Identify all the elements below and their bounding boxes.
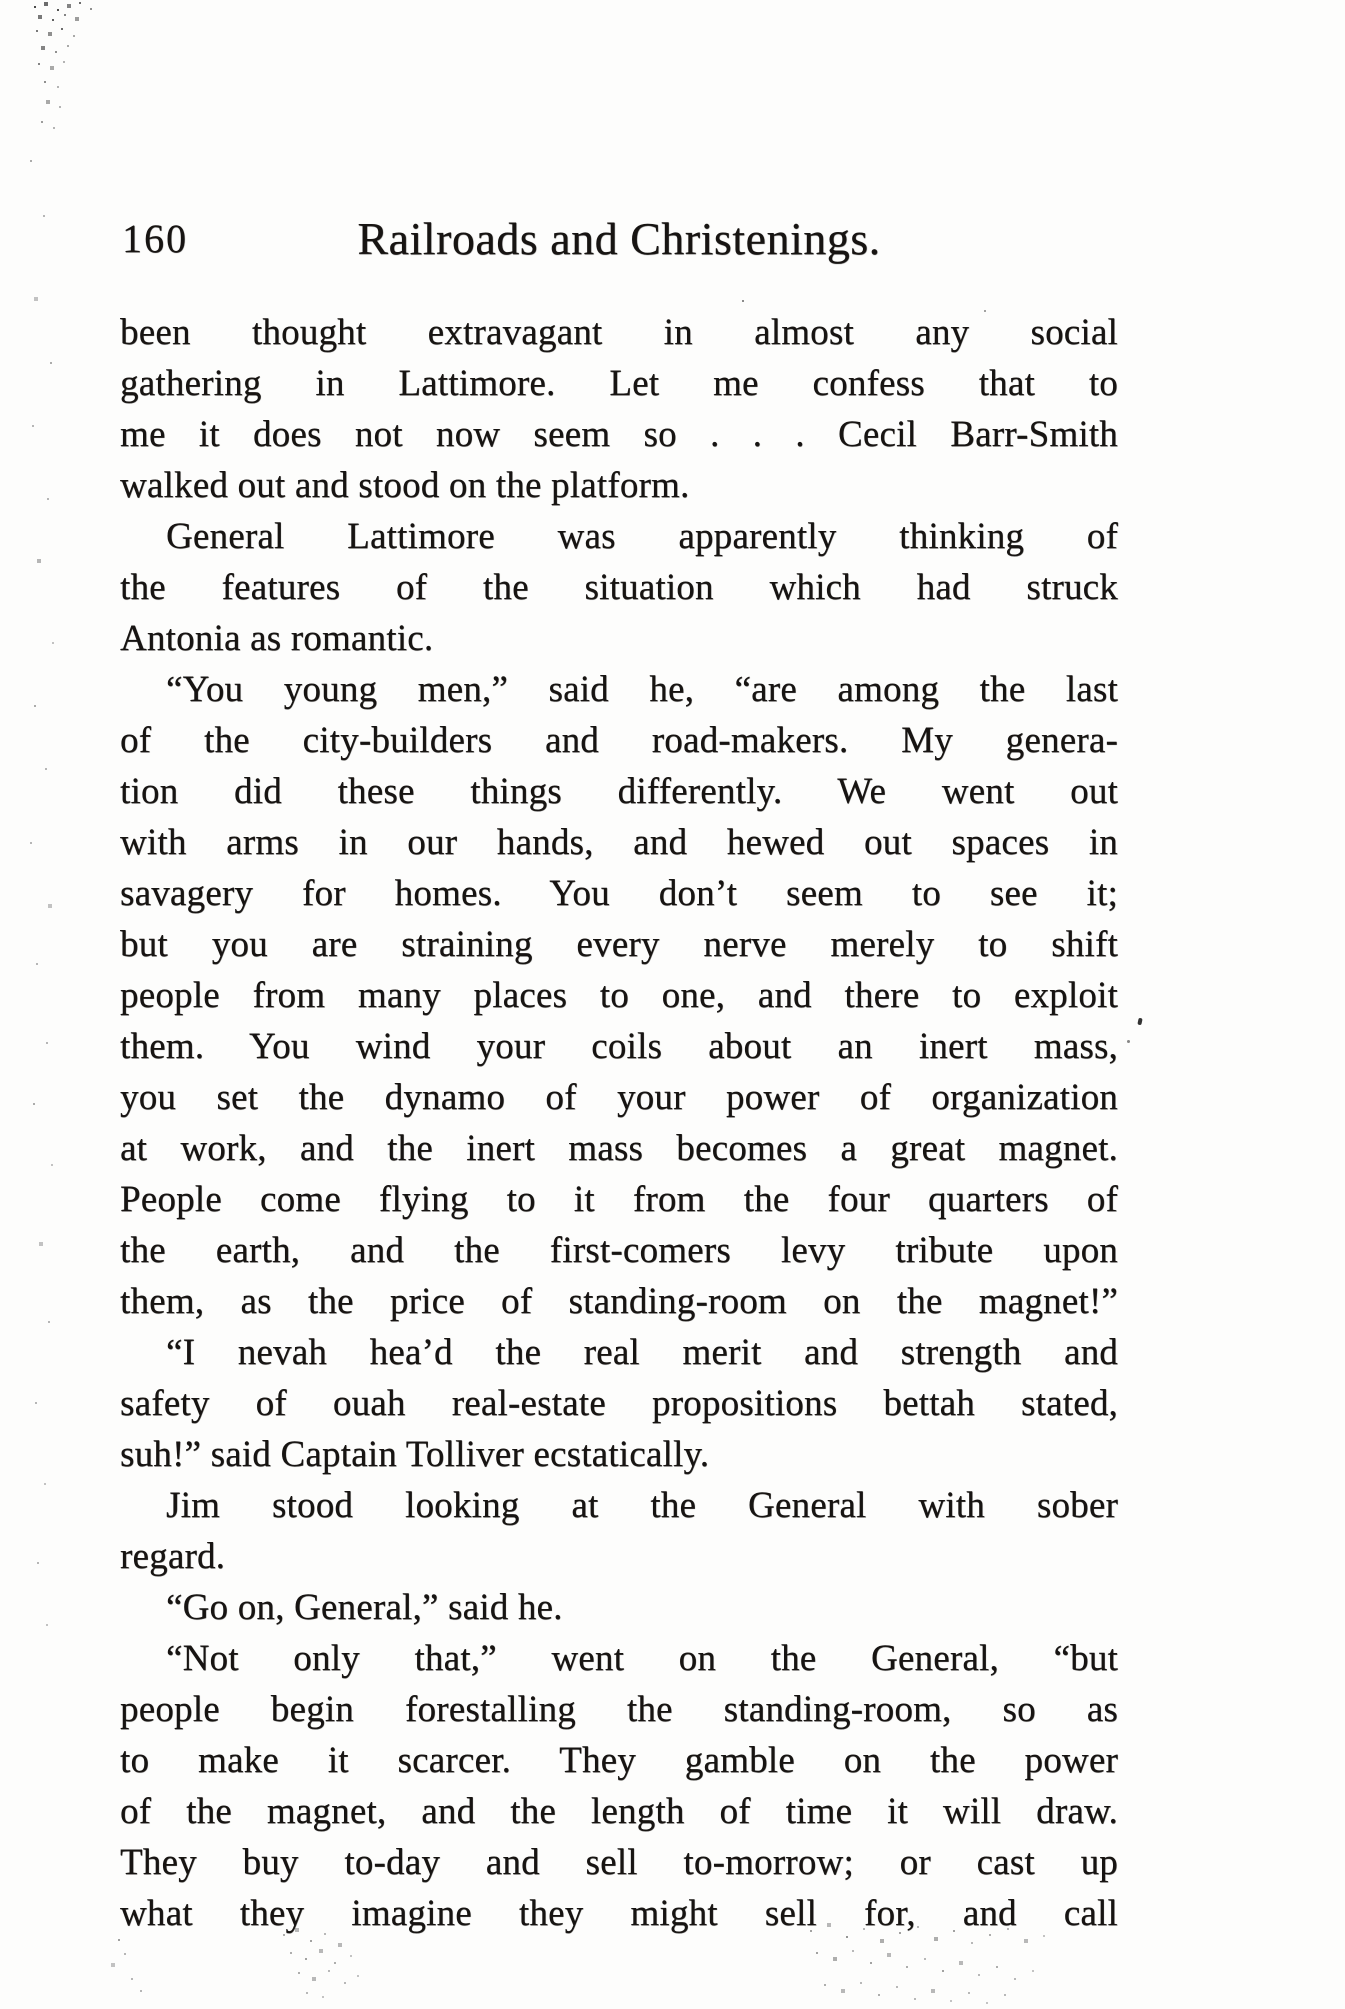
body-text (120, 307, 1118, 1939)
text-line: “Go on, General,” said he. (166, 1587, 563, 1628)
text-line: the features of the situation which had struck (120, 567, 1118, 608)
text-line: “You young men,” said he, “are among the last (166, 669, 1118, 710)
running-head-title: Railroads and Christenings. (357, 213, 881, 264)
text-line: Antonia as romantic. (120, 618, 434, 659)
scan-noise-left-margin (0, 0, 2, 2)
text-line: tion did these things differently. We went out (120, 771, 1118, 812)
text-line: walked out and stood on the platform. (120, 465, 690, 506)
text-line: General Lattimore was apparently thinking of (166, 516, 1118, 557)
scan-stray-mark (1137, 1018, 1142, 1026)
text-line: People come flying to it from the four quarters of (120, 1179, 1118, 1220)
text-line: but you are straining every nerve merely to shift (120, 924, 1118, 965)
scan-noise-topleft (0, 0, 2, 2)
text-line: to make it scarcer. They gamble on the power (120, 1740, 1118, 1781)
text-line: gathering in Lattimore. Let me confess that to (120, 363, 1118, 404)
text-line: them, as the price of standing-room on the magnet!” (120, 1281, 1118, 1322)
text-line: them. You wind your coils about an inert mass, (120, 1026, 1118, 1067)
text-line: “I nevah hea’d the real merit and strength and (166, 1332, 1118, 1373)
text-line: what they imagine they might sell for, and call (120, 1893, 1118, 1934)
text-line: with arms in our hands, and hewed out spaces in (120, 822, 1118, 863)
text-line: been thought extravagant in almost any social (120, 312, 1118, 353)
text-line: me it does not now seem so . . . Cecil Barr-Smith (120, 414, 1118, 455)
text-line: regard. (120, 1536, 226, 1577)
text-line: They buy to-day and sell to-morrow; or cast up (120, 1842, 1118, 1883)
scan-noise-bottom-left (0, 0, 2, 2)
text-line: of the city-builders and road-makers. My genera- (120, 720, 1118, 761)
text-line: savagery for homes. You don’t seem to see it; (120, 873, 1118, 914)
text-line: of the magnet, and the length of time it will draw. (120, 1791, 1118, 1832)
text-line: Jim stood looking at the General with sober (166, 1485, 1118, 1526)
text-line: at work, and the inert mass becomes a great magnet. (120, 1128, 1118, 1169)
text-line: safety of ouah real-estate propositions bettah stated, (120, 1383, 1118, 1424)
scan-stray-dot (1127, 1040, 1130, 1043)
page-number: 160 (122, 216, 188, 261)
text-line: people from many places to one, and there to exploit (120, 975, 1118, 1016)
running-head (120, 206, 1118, 272)
text-line: suh!” said Captain Tolliver ecstatically. (120, 1434, 710, 1475)
text-line: “Not only that,” went on the General, “but (166, 1638, 1118, 1679)
scan-noise-bottom-right (0, 0, 2, 2)
text-line: people begin forestalling the standing-room, so as (120, 1689, 1118, 1730)
text-line: you set the dynamo of your power of organization (120, 1077, 1118, 1118)
text-line: the earth, and the first-comers levy tribute upon (120, 1230, 1118, 1271)
